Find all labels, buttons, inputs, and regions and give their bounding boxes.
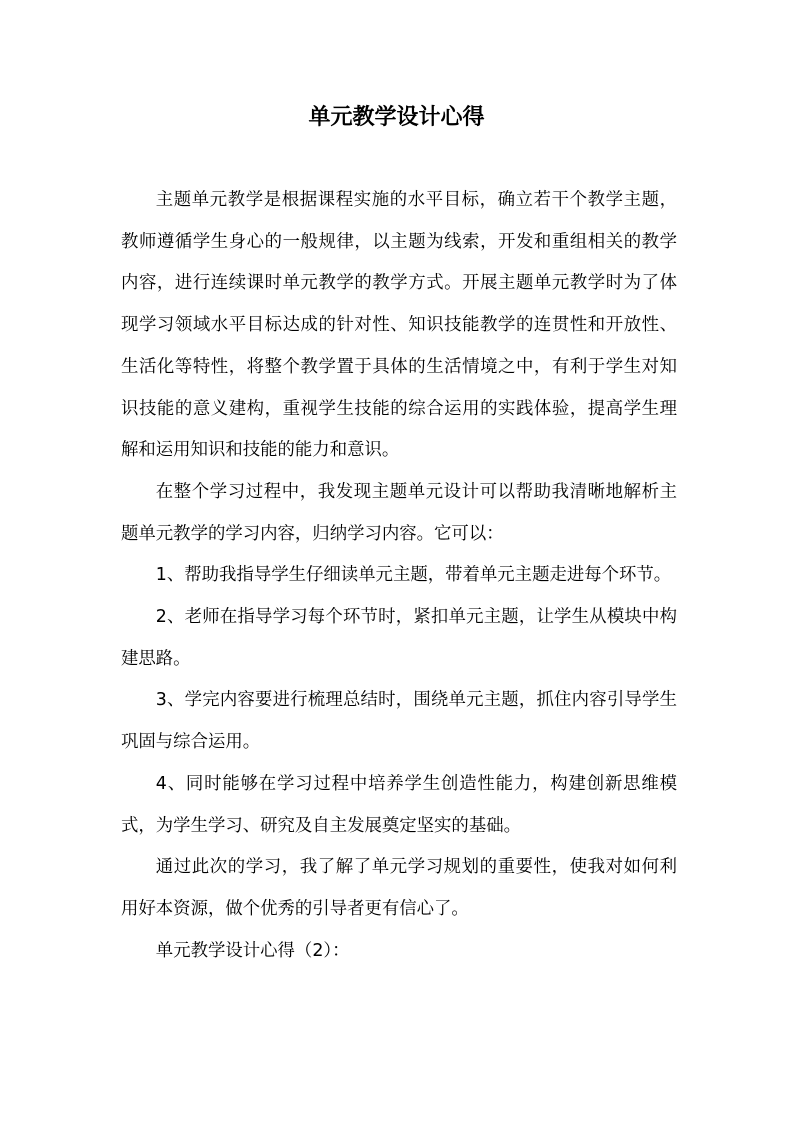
list-item-4: 4、同时能够在学习过程中培养学生创造性能力，构建创新思维模式，为学生学习、研究及自主发展奠定坚实的基础。 [121, 773, 677, 836]
list-item-2: 2、老师在指导学习每个环节时，紧扣单元主题，让学生从模块中构建思路。 [121, 607, 677, 669]
paragraph-conclusion: 通过此次的学习，我了解了单元学习规划的重要性，使我对如何利用好本资源，做个优秀的引导者更有信心了。 [121, 857, 677, 919]
list-item-3: 3、学完内容要进行梳理总结时，围绕单元主题，抓住内容引导学生巩固与综合运用。 [121, 690, 677, 753]
paragraph-intro: 主题单元教学是根据课程实施的水平目标，确立若干个教学主题，教师遵循学生身心的一般规律，以主题为线索，开发和重组相关的教学内容，进行连续课时单元教学的教学方式。开展主题单元教学时为了体现学习领域水平目标达成的针对性、知识技能教学的连贯性和开放性、生活化等特性，将整个教学置于具体的生活情境之中，有利于学生对知识技能的意义建构，重视学生技能的综合运用的实践体验，提高学生理解和运用知识和技能的能力和意识。 [121, 190, 677, 461]
section-heading-2: 单元教学设计心得（2）： [155, 940, 350, 961]
document-title: 单元教学设计心得 [308, 105, 485, 130]
list-item-1: 1、帮助我指导学生仔细读单元主题，带着单元主题走进每个环节。 [155, 565, 672, 586]
document-body [121, 180, 677, 972]
paragraph-learning-process: 在整个学习过程中，我发现主题单元设计可以帮助我清晰地解析主题单元教学的学习内容，归纳学习内容。它可以： [121, 481, 677, 544]
